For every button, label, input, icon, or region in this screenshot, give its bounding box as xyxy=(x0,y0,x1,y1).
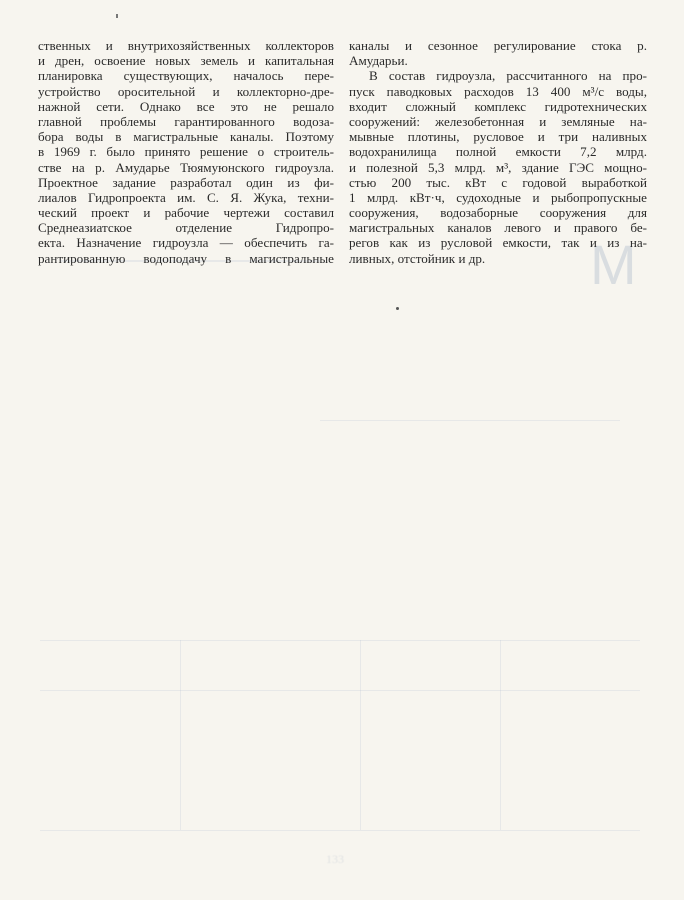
text-line: мывные плотины, русловое и три наливных xyxy=(349,129,647,145)
margin-mark xyxy=(116,14,118,18)
text-line: стью 200 тыс. кВт с годовой выработкой xyxy=(349,174,647,190)
text-line: ческий проект и рабочие чертежи составил xyxy=(38,205,334,221)
show-through-table-rule xyxy=(40,690,640,691)
text-line: планировка существующих, началось пере- xyxy=(38,68,334,84)
page-number: 133 xyxy=(326,852,344,866)
text-line: в 1969 г. было принято решение о строитель- xyxy=(38,144,334,160)
show-through-table-rule xyxy=(360,640,361,830)
text-line: пуск паводковых расходов 13 400 м³/с воды, xyxy=(349,83,647,99)
show-through-table-rule xyxy=(40,640,640,641)
left-text-column xyxy=(38,38,334,266)
show-through-table-rule xyxy=(40,830,640,831)
paragraph-start: В состав гидроузла, рассчитанного на про- xyxy=(369,68,647,84)
text-line: Амударьи. xyxy=(349,53,408,69)
text-line: главной проблемы гарантированного водоза- xyxy=(38,113,334,129)
text-line: магистральных каналов левого и правого бе- xyxy=(349,220,647,236)
text-line: Среднеазиатское отделение Гидропро- xyxy=(38,220,334,236)
text-line: лиалов Гидропроекта им. С. Я. Жука, техни- xyxy=(38,189,334,205)
text-line: и дрен, освоение новых земель и капитальная xyxy=(38,53,334,69)
text-line: рантированную водоподачу в магистральные xyxy=(38,250,334,266)
text-line: и полезной 5,3 млрд. м³, здание ГЭС мощно- xyxy=(349,159,647,175)
text-line: сооружения, водозаборные сооружения для xyxy=(349,205,647,221)
text-line: водохранилища полной емкости 7,2 млрд. xyxy=(349,144,647,160)
text-line: екта. Назначение гидроузла — обеспечить га- xyxy=(38,235,334,251)
show-through-table-rule xyxy=(180,640,181,830)
text-line: 1 млрд. кВт·ч, судоходные и рыбопропускные xyxy=(349,189,647,205)
text-line: ливных, отстойник и др. xyxy=(349,250,486,266)
show-through-rule xyxy=(320,420,620,421)
text-line: устройство оросительной и коллекторно-дре- xyxy=(38,83,334,99)
text-line: бора воды в магистральные каналы. Поэтому xyxy=(38,129,334,145)
text-line: сооружений: железобетонная и земляные на- xyxy=(349,113,647,129)
print-speck xyxy=(396,307,399,310)
text-line: каналы и сезонное регулирование стока р. xyxy=(349,38,647,53)
text-line: Проектное задание разработал один из фи- xyxy=(38,174,334,190)
show-through-table-rule xyxy=(500,640,501,830)
right-text-column xyxy=(349,38,647,266)
text-line: входит сложный комплекс гидротехнических xyxy=(349,98,647,114)
text-line: стве на р. Амударье Тюямуюнского гидроузла. xyxy=(38,159,334,175)
show-through-letter: M xyxy=(590,233,637,296)
text-line: ственных и внутрихозяйственных коллекторов xyxy=(38,38,334,53)
text-line: регов как из русловой емкости, так и из на- xyxy=(349,235,647,251)
text-line: нажной сети. Однако все это не решало xyxy=(38,98,334,114)
